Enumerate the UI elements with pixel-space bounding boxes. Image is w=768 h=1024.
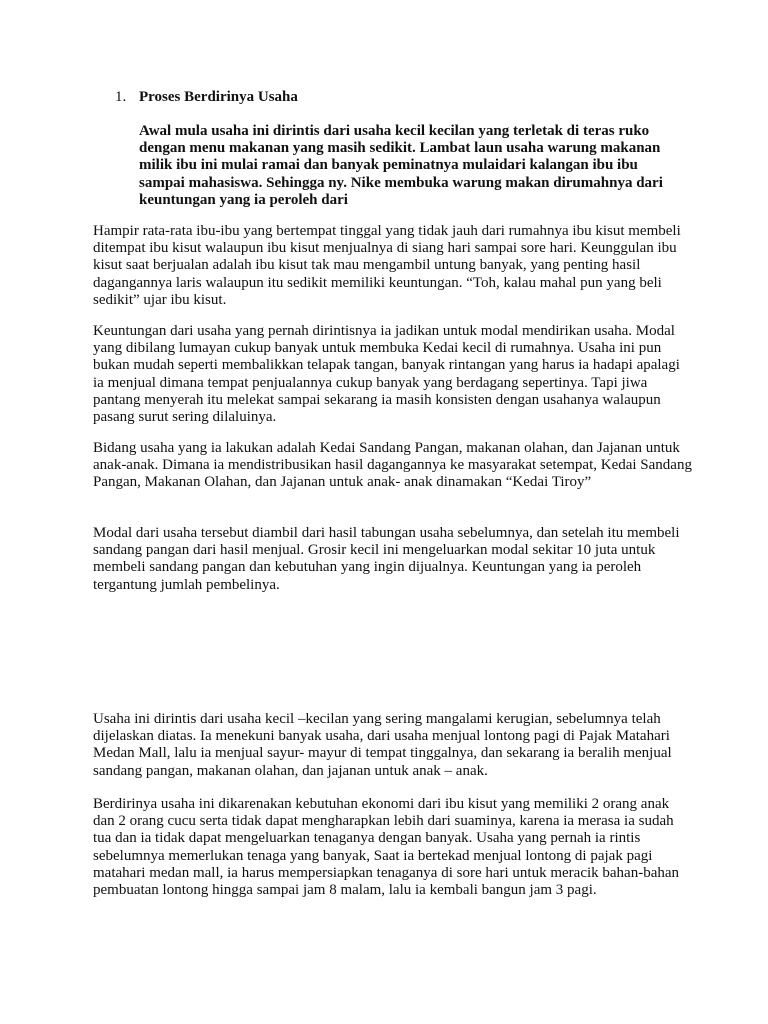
paragraph-founding-reason: Berdirinya usaha ini dikarenakan kebutuhan ekonomi dari ibu kisut yang memiliki 2 orang anak dan 2 orang cucu serta tidak dapat mengharapkan lebih dari suaminya, karena ia merasa ia sudah tua dan ia tidak dapat mengeluarkan tenaganya dengan banyak. Usaha yang pernah ia rintis sebelumnya memerlukan tenaga yang banyak, Saat ia bertekad menjual lontong di pajak pagi matahari medan mall, ia harus mempersiapkan tenaganya di sore hari untuk meracik bahan-bahan pembuatan lontong hingga sampai jam 8 malam, lalu ia kembali bangun jam 3 pagi. — [93, 796, 680, 899]
paragraph-business-field: Bidang usaha yang ia lakukan adalah Kedai Sandang Pangan, makanan olahan, dan Jajanan untuk anak-anak. Dimana ia mendistribusikan hasil dagangannya ke masyarakat setempat, Kedai Sandang Pangan, Makanan Olahan, dan Jajanan untuk anak- anak dinamakan “Kedai Tiroy” — [93, 440, 692, 491]
section-heading — [115, 88, 298, 106]
section-number: 1. — [115, 89, 127, 105]
paragraph-capital-profit: Keuntungan dari usaha yang pernah dirintisnya ia jadikan untuk modal mendirikan usaha. Modal yang dibilang lumayan cukup banyak untuk membuka Kedai kecil di rumahnya. Usaha ini pun bukan mudah seperti membalikkan telapak tangan, banyak rintangan yang harus ia hadapi apalagi ia menjual dimana tempat penjualannya cukup banyak yang berdagang sepertinya. Tapi jiwa pantang menyerah itu melekat sampai sekarang ia masih konsisten dengan usahanya walaupun pasang surut sering dilaluinya. — [93, 323, 680, 426]
section-intro: Awal mula usaha ini dirintis dari usaha kecil kecilan yang terletak di teras ruko dengan menu makanan yang masih sedikit. Lambat laun usaha warung makanan milik ibu ini mulai ramai dan banyak peminatnya mulaidari kalangan ibu ibu sampai mahasiswa. Sehingga ny. Nike membuka warung makan dirumahnya dari keuntungan yang ia peroleh dari — [139, 123, 663, 208]
paragraph-customers: Hampir rata-rata ibu-ibu yang bertempat tinggal yang tidak jauh dari rumahnya ibu kisut membeli ditempat ibu kisut walaupun ibu kisut menjualnya di siang hari sampai sore hari. Keunggulan ibu kisut saat berjualan adalah ibu kisut tak mau mengambil untung banyak, yang penting hasil dagangannya laris walaupun itu sedikit memiliki keuntungan. “Toh, kalau mahal pun yang beli sedikit” ujar ibu kisut. — [93, 223, 681, 308]
section-title: Proses Berdirinya Usaha — [139, 89, 298, 105]
paragraph-capital-source: Modal dari usaha tersebut diambil dari hasil tabungan usaha sebelumnya, dan setelah itu membeli sandang pangan dari hasil menjual. Grosir kecil ini mengeluarkan modal sekitar 10 juta untuk membeli sandang pangan dan kebutuhan yang ingin dijualnya. Keuntungan yang ia peroleh tergantung jumlah pembelinya. — [93, 525, 680, 593]
paragraph-history: Usaha ini dirintis dari usaha kecil –kecilan yang sering mangalami kerugian, sebelumnya telah dijelaskan diatas. Ia menekuni banyak usaha, dari usaha menjual lontong pagi di Pajak Matahari Medan Mall, lalu ia menjual sayur- mayur di tempat tinggalnya, dan sekarang ia beralih menjual sandang pangan, makanan olahan, dan jajanan untuk anak – anak. — [93, 711, 672, 779]
